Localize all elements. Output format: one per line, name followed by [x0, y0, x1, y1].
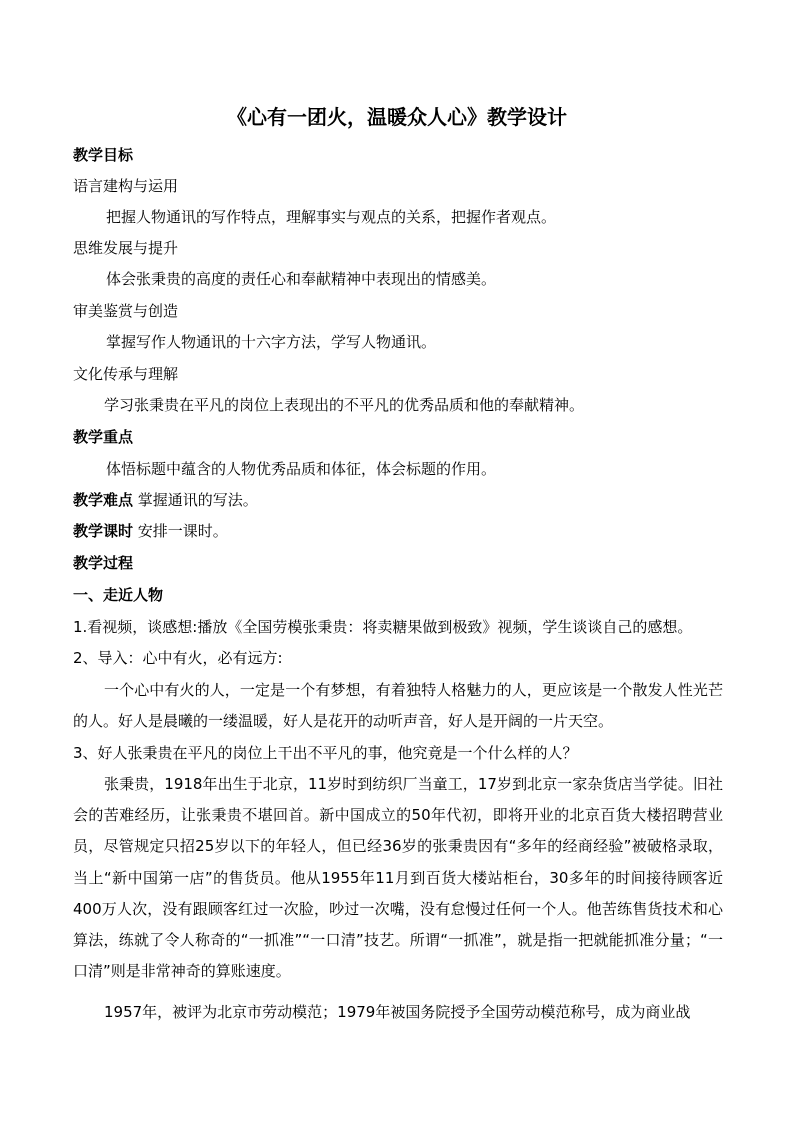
thinking-text: 体会张秉贵的高度的责任心和奉献精神中表现出的情感美。: [106, 270, 497, 288]
difficulty-text: 掌握通讯的写法。: [133, 491, 258, 509]
hours-text: 安排一课时。: [133, 522, 228, 540]
goals-heading: 教学目标: [73, 146, 134, 164]
difficulty-line: [73, 490, 258, 510]
hours-heading: 教学课时: [73, 522, 134, 540]
hours-line: [73, 521, 228, 541]
section-1-heading: 一、走近人物: [73, 586, 164, 604]
process-heading: 教学过程: [73, 554, 134, 572]
process-item-2: 2、导入：心中有火，必有远方:: [73, 649, 283, 667]
culture-text: 学习张秉贵在平凡的岗位上表现出的不平凡的优秀品质和他的奉献精神。: [104, 396, 585, 414]
language-heading: 语言建构与运用: [73, 177, 179, 195]
honors-paragraph: 1957年，被评为北京市劳动模范；1979年被国务院授予全国劳动模范称号，成为商业战: [104, 1003, 691, 1021]
document-title: 《心有一团火，温暖众人心》教学设计: [227, 105, 567, 129]
biography-paragraph: 张秉贵，1918年出生于北京，11岁时到纺织厂当童工，17岁到北京一家杂货店当学徒。旧社会的苦难经历，让张秉贵不堪回首。新中国成立的50年代初，即将开业的北京百货大楼招聘营业员，尽管规定只招25岁以下的年轻人，但已经36岁的张秉贵因有“多年的经商经验”被破格录取，当上“新中国第一店”的售货员。他从1955年11月到百货大楼站柜台，30多年的时间接待顾客近400万人次，没有跟顾客红过一次脸，吵过一次嘴，没有怠慢过任何一个人。他苦练售货技术和心算法，练就了令人称奇的“一抓准”“一口清”技艺。所谓“一抓准”，就是指一把就能抓准分量；“一口清”则是非常神奇的算账速度。: [73, 775, 723, 981]
thinking-heading: 思维发展与提升: [73, 239, 179, 257]
process-item-1: 1.看视频，谈感想:播放《全国劳模张秉贵：将卖糖果做到极致》视频，学生谈谈自己的感想。: [73, 618, 693, 636]
intro-paragraph: 一个心中有火的人，一定是一个有梦想，有着独特人格魅力的人，更应该是一个散发人性光芒的人。好人是晨曦的一缕温暖，好人是花开的动听声音，好人是开阔的一片天空。: [73, 681, 723, 731]
focus-heading: 教学重点: [73, 428, 134, 446]
focus-text: 体悟标题中蕴含的人物优秀品质和体征，体会标题的作用。: [106, 460, 497, 478]
language-text: 把握人物通讯的写作特点，理解事实与观点的关系，把握作者观点。: [106, 208, 557, 226]
difficulty-heading: 教学难点: [73, 491, 134, 509]
culture-heading: 文化传承与理解: [73, 365, 179, 383]
aesthetic-heading: 审美鉴赏与创造: [73, 302, 179, 320]
aesthetic-text: 掌握写作人物通讯的十六字方法，学写人物通讯。: [106, 333, 437, 351]
process-item-3: 3、好人张秉贵在平凡的岗位上干出不平凡的事，他究竟是一个什么样的人？: [73, 744, 578, 762]
